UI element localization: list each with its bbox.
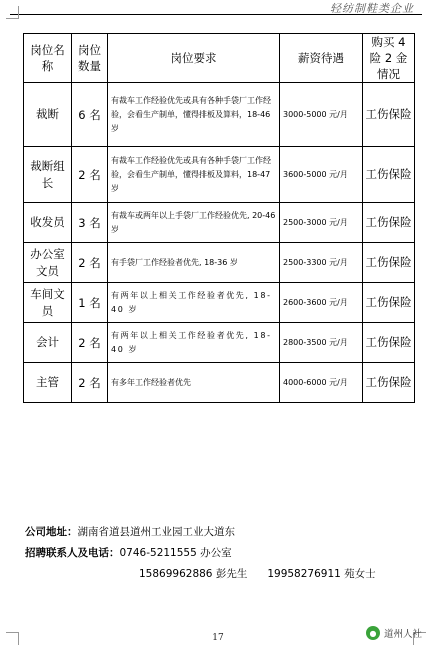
cell-count: 3 名 bbox=[72, 203, 108, 243]
cell-count: 1 名 bbox=[72, 283, 108, 323]
cell-count: 2 名 bbox=[72, 243, 108, 283]
page-header bbox=[0, 0, 436, 16]
address-label: 公司地址： bbox=[25, 526, 78, 538]
cell-count: 2 名 bbox=[72, 363, 108, 403]
cell-position: 会计 bbox=[24, 323, 72, 363]
cell-insurance: 工伤保险 bbox=[363, 243, 415, 283]
cell-requirements: 有多年工作经验者优先 bbox=[108, 363, 280, 403]
header-position: 岗位名称 bbox=[24, 34, 72, 83]
header-insurance: 购买 4 险 2 金情况 bbox=[363, 34, 415, 83]
contact-person-2: 19958276911 苑女士 bbox=[267, 568, 376, 580]
cell-salary: 3600-5000 元/月 bbox=[280, 147, 363, 203]
cell-position: 车间文员 bbox=[24, 283, 72, 323]
phone-line bbox=[25, 543, 425, 564]
cell-insurance: 工伤保险 bbox=[363, 83, 415, 147]
phone-label: 招聘联系人及电话： bbox=[25, 547, 120, 559]
cell-requirements: 有裁车或两年以上手袋厂工作经验优先, 20-46 岁 bbox=[108, 203, 280, 243]
watermark bbox=[366, 626, 422, 640]
phone-office: 0746-5211555 办公室 bbox=[119, 547, 232, 559]
table-row bbox=[24, 323, 415, 363]
table-row bbox=[24, 243, 415, 283]
table-row bbox=[24, 83, 415, 147]
address-value: 湖南省道县道州工业园工业大道东 bbox=[77, 526, 235, 538]
table-row bbox=[24, 283, 415, 323]
header-rule bbox=[10, 14, 422, 15]
header-salary: 薪资待遇 bbox=[280, 34, 363, 83]
cell-salary: 2500-3300 元/月 bbox=[280, 243, 363, 283]
cell-insurance: 工伤保险 bbox=[363, 323, 415, 363]
cell-count: 2 名 bbox=[72, 323, 108, 363]
cell-insurance: 工伤保险 bbox=[363, 203, 415, 243]
cell-insurance: 工伤保险 bbox=[363, 363, 415, 403]
cell-insurance: 工伤保险 bbox=[363, 147, 415, 203]
cell-salary: 2500-3000 元/月 bbox=[280, 203, 363, 243]
table-row bbox=[24, 147, 415, 203]
table-row bbox=[24, 363, 415, 403]
cell-requirements: 有两年以上相关工作经验者优先, 18-40 岁 bbox=[108, 323, 280, 363]
header-title: 轻纺制鞋类企业 bbox=[330, 2, 414, 15]
cell-salary: 4000-6000 元/月 bbox=[280, 363, 363, 403]
watermark-text: 道州人社 bbox=[383, 629, 422, 640]
cell-count: 2 名 bbox=[72, 147, 108, 203]
table-header-row bbox=[24, 34, 415, 83]
header-requirements: 岗位要求 bbox=[108, 34, 280, 83]
cell-salary: 2600-3600 元/月 bbox=[280, 283, 363, 323]
cell-salary: 2800-3500 元/月 bbox=[280, 323, 363, 363]
cell-position: 裁断组长 bbox=[24, 147, 72, 203]
job-table bbox=[23, 33, 415, 403]
contacts-line bbox=[25, 564, 425, 585]
cell-position: 裁断 bbox=[24, 83, 72, 147]
page-number: 17 bbox=[212, 633, 224, 643]
cell-requirements: 有两年以上相关工作经验者优先, 18-40 岁 bbox=[108, 283, 280, 323]
cell-position: 主管 bbox=[24, 363, 72, 403]
table-row bbox=[24, 203, 415, 243]
corner-mark bbox=[6, 6, 19, 19]
cell-count: 6 名 bbox=[72, 83, 108, 147]
cell-position: 收发员 bbox=[24, 203, 72, 243]
wechat-icon: ● bbox=[366, 626, 380, 640]
cell-requirements: 有手袋厂工作经验者优先, 18-36 岁 bbox=[108, 243, 280, 283]
contact-person-1: 15869962886 彭先生 bbox=[139, 568, 248, 580]
cell-salary: 3000-5000 元/月 bbox=[280, 83, 363, 147]
cell-requirements: 有裁车工作经验优先或具有各种手袋厂工作经验，会看生产制单，懂得排板及算料，18-46 岁 bbox=[108, 83, 280, 147]
address-line bbox=[25, 522, 425, 543]
cell-insurance: 工伤保险 bbox=[363, 283, 415, 323]
contact-block bbox=[25, 522, 425, 585]
cell-requirements: 有裁车工作经验优先或具有各种手袋厂工作经验，会看生产制单，懂得排板及算料，18-47 岁 bbox=[108, 147, 280, 203]
cell-position: 办公室文员 bbox=[24, 243, 72, 283]
header-count: 岗位数量 bbox=[72, 34, 108, 83]
